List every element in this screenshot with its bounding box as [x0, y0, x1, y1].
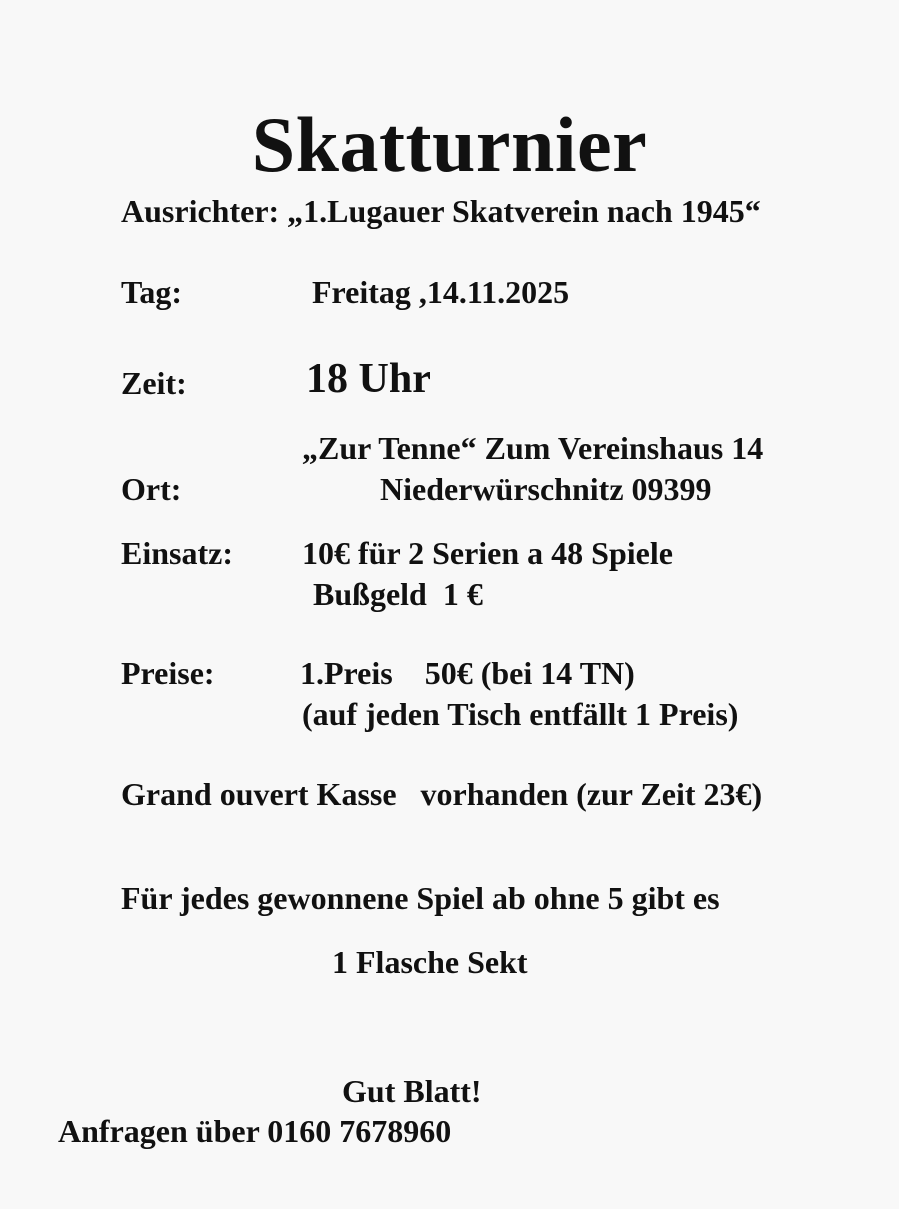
time-value: 18 Uhr	[306, 356, 431, 402]
grand-ouvert-line: Grand ouvert Kasse vorhanden (zur Zeit 23€)	[121, 776, 763, 812]
stake-line-1: 10€ für 2 Serien a 48 Spiele	[302, 535, 673, 571]
location-line-2: Niederwürschnitz 09399	[380, 471, 712, 507]
stake-line-2: Bußgeld 1 €	[313, 576, 483, 612]
bonus-line-1: Für jedes gewonnene Spiel ab ohne 5 gibt es	[121, 880, 720, 916]
day-label: Tag:	[121, 274, 183, 310]
page-title: Skatturnier	[251, 101, 648, 188]
location-label: Ort:	[121, 471, 182, 507]
location-line-1: „Zur Tenne“ Zum Vereinshaus 14	[302, 430, 764, 466]
prizes-line-2: (auf jeden Tisch entfällt 1 Preis)	[302, 696, 739, 732]
prizes-line-1: 1.Preis 50€ (bei 14 TN)	[300, 655, 635, 691]
organizer-line: Ausrichter: „1.Lugauer Skatverein nach 1945“	[121, 193, 761, 229]
bonus-line-2: 1 Flasche Sekt	[332, 944, 528, 980]
day-value: Freitag ,14.11.2025	[312, 274, 570, 310]
greeting: Gut Blatt!	[342, 1073, 482, 1109]
time-label: Zeit:	[121, 365, 187, 401]
contact-line: Anfragen über 0160 7678960	[58, 1113, 452, 1149]
prizes-label: Preise:	[121, 655, 215, 691]
stake-label: Einsatz:	[121, 535, 233, 571]
